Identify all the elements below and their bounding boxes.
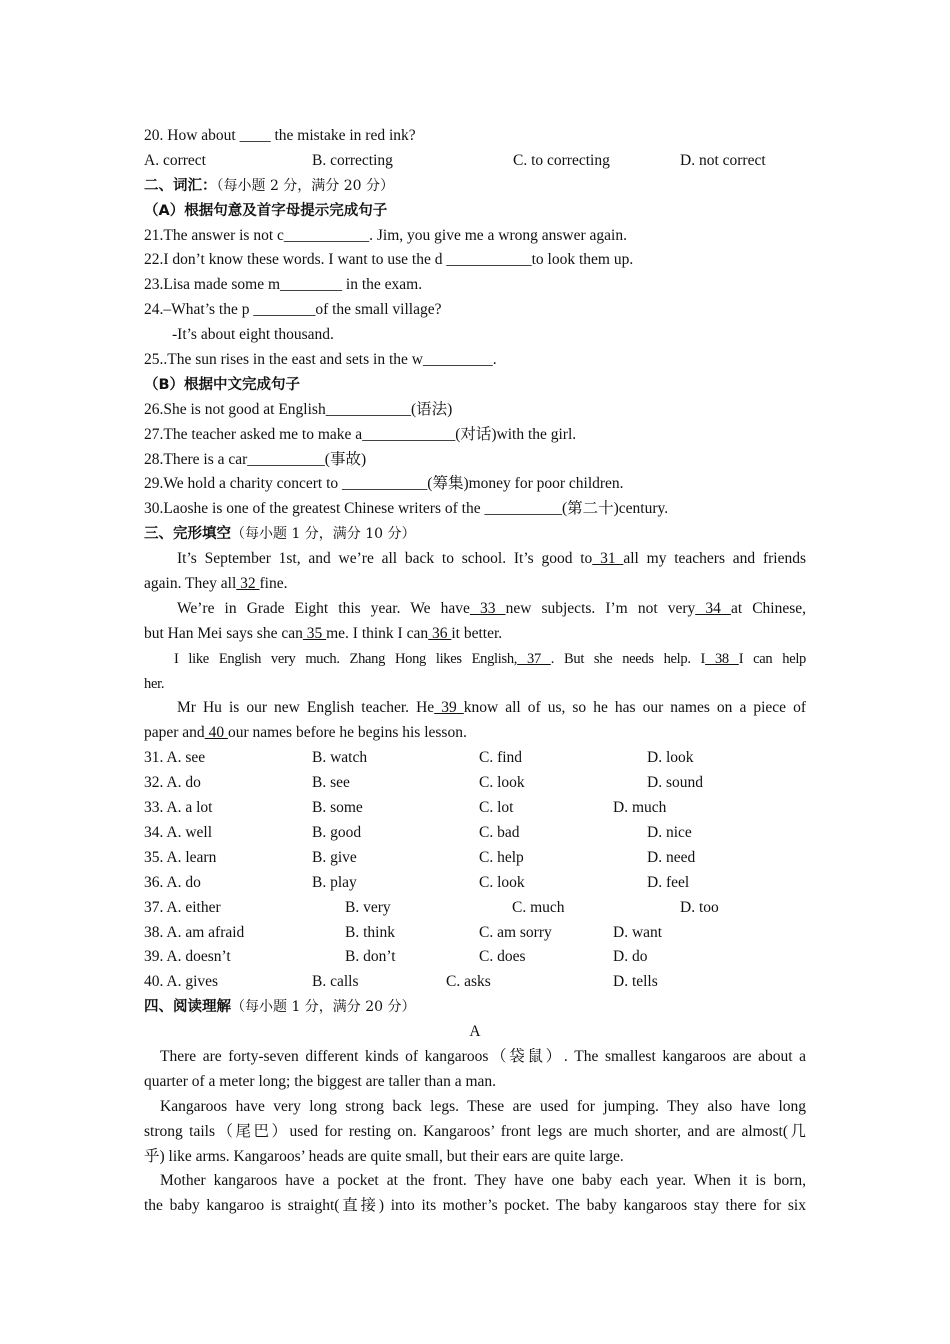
cloze-p2-line1: We’re in Grade Eight this year. We have 33 new subjects. I’m not very 34 at Chinese, xyxy=(177,599,806,617)
options-39: 39. A. doesn’t B. don’t C. does D. do xyxy=(144,948,648,966)
reading-line-3: Kangaroos have very long strong back legs. These are used for jumping. They also have long xyxy=(160,1097,806,1115)
reading-line-7: the baby kangaroo is straight(直接) into its mother’s pocket. The baby kangaroos stay there for six xyxy=(144,1197,806,1215)
q30: 30.Laoshe is one of the greatest Chinese writers of the __________(第二十)century. xyxy=(144,500,669,518)
blank-33: 33 xyxy=(469,599,506,617)
section4-title: 四、阅读理解 xyxy=(144,999,231,1016)
q24: 24.–What’s the p ________of the small village? xyxy=(144,301,442,319)
section3-title: 三、完形填空 xyxy=(144,526,231,543)
section2-part-a-title: （A）根据句意及首字母提示完成句子 xyxy=(144,202,388,219)
q22: 22.I don’t know these words. I want to use the d ___________to look them up. xyxy=(144,251,634,269)
section3-note: （每小题 1 分，满分 10 分） xyxy=(231,526,416,543)
blank-32: 32 xyxy=(236,575,260,593)
cloze-p4-line1: Mr Hu is our new English teacher. He 39 know all of us, so he has our names on a piece of xyxy=(177,699,806,717)
q20-option-a: A. correct xyxy=(144,151,206,169)
section2-note: （每小题 2 分，满分 20 分） xyxy=(216,177,395,194)
q21: 21.The answer is not c___________. Jim, you give me a wrong answer again. xyxy=(144,226,627,244)
reading-line-6: Mother kangaroos have a pocket at the front. They have one baby each year. When it is born, xyxy=(160,1172,806,1190)
cloze-p1-line2: again. They all 32 fine. xyxy=(144,575,288,593)
q20-option-d: D. not correct xyxy=(680,151,766,169)
blank-35: 35 xyxy=(302,624,327,642)
blank-37: 37 xyxy=(517,650,551,667)
section2-part-b-title: （B）根据中文完成句子 xyxy=(144,376,301,393)
q28: 28.There is a car__________(事故) xyxy=(144,450,367,468)
options-40: 40. A. gives B. calls C. asks D. tells xyxy=(144,973,658,991)
blank-31: 31 xyxy=(592,550,624,568)
cloze-p4-line2: paper and 40 our names before he begins his lesson. xyxy=(144,724,467,742)
options-36: 36. A. do B. play C. look D. feel xyxy=(144,873,690,891)
q25: 25..The sun rises in the east and sets in the w_________. xyxy=(144,351,497,369)
exam-page xyxy=(144,124,806,1219)
options-35: 35. A. learn B. give C. help D. need xyxy=(144,848,696,866)
options-33: 33. A. a lot B. some C. lot D. much xyxy=(144,799,667,817)
blank-38: 38 xyxy=(705,650,739,667)
passage-label: A xyxy=(469,1023,481,1041)
section4-note: （每小题 1 分，满分 20 分） xyxy=(231,999,416,1016)
blank-39: 39 xyxy=(434,699,464,717)
section2-heading xyxy=(144,174,806,199)
blank-34: 34 xyxy=(695,599,731,617)
q23: 23.Lisa made some m________ in the exam. xyxy=(144,276,423,294)
cloze-p2-line2: but Han Mei says she can 35 me. I think I can 36 it better. xyxy=(144,624,503,642)
blank-36: 36 xyxy=(428,624,452,642)
reading-line-4: strong tails（尾巴）used for resting on. Kangaroos’ front legs are much shorter, and are almost(几 xyxy=(144,1122,806,1140)
reading-line-1: There are forty-seven different kinds of kangaroos（袋鼠）. The smallest kangaroos are about a xyxy=(160,1047,806,1065)
blank-40: 40 xyxy=(204,724,228,742)
q20-stem: 20. How about ____ the mistake in red ink? xyxy=(144,127,416,144)
options-31: 31. A. see B. watch C. find D. look xyxy=(144,749,694,767)
q26: 26.She is not good at English___________(语法) xyxy=(144,400,453,418)
section4-heading xyxy=(144,995,806,1020)
options-34: 34. A. well B. good C. bad D. nice xyxy=(144,823,692,841)
cloze-p1-line1: It’s September 1st, and we’re all back to school. It’s good to 31 all my teachers and friends xyxy=(177,550,806,568)
q20-option-c: C. to correcting xyxy=(513,151,610,169)
cloze-p3-line2: her. xyxy=(144,675,165,692)
reading-line-5: 乎) like arms. Kangaroos’ heads are quite small, but their ears are quite large. xyxy=(144,1147,624,1165)
q20-options xyxy=(144,149,806,174)
q20-option-b: B. correcting xyxy=(312,151,393,169)
q27: 27.The teacher asked me to make a____________(对话)with the girl. xyxy=(144,425,577,443)
cloze-p3-line1: I like English very much. Zhang Hong likes English, 37 . But she needs help. I 38 I can help xyxy=(174,650,806,667)
section2-title: 二、词汇： xyxy=(144,177,217,194)
options-38: 38. A. am afraid B. think C. am sorry D. want xyxy=(144,923,663,941)
options-37: 37. A. either B. very C. much D. too xyxy=(144,898,719,916)
reading-line-2: quarter of a meter long; the biggest are taller than a man. xyxy=(144,1072,497,1090)
options-32: 32. A. do B. see C. look D. sound xyxy=(144,774,703,792)
q29: 29.We hold a charity concert to ___________(筹集)money for poor children. xyxy=(144,475,624,493)
q24-answer: -It’s about eight thousand. xyxy=(172,326,334,344)
section3-heading xyxy=(144,522,806,547)
